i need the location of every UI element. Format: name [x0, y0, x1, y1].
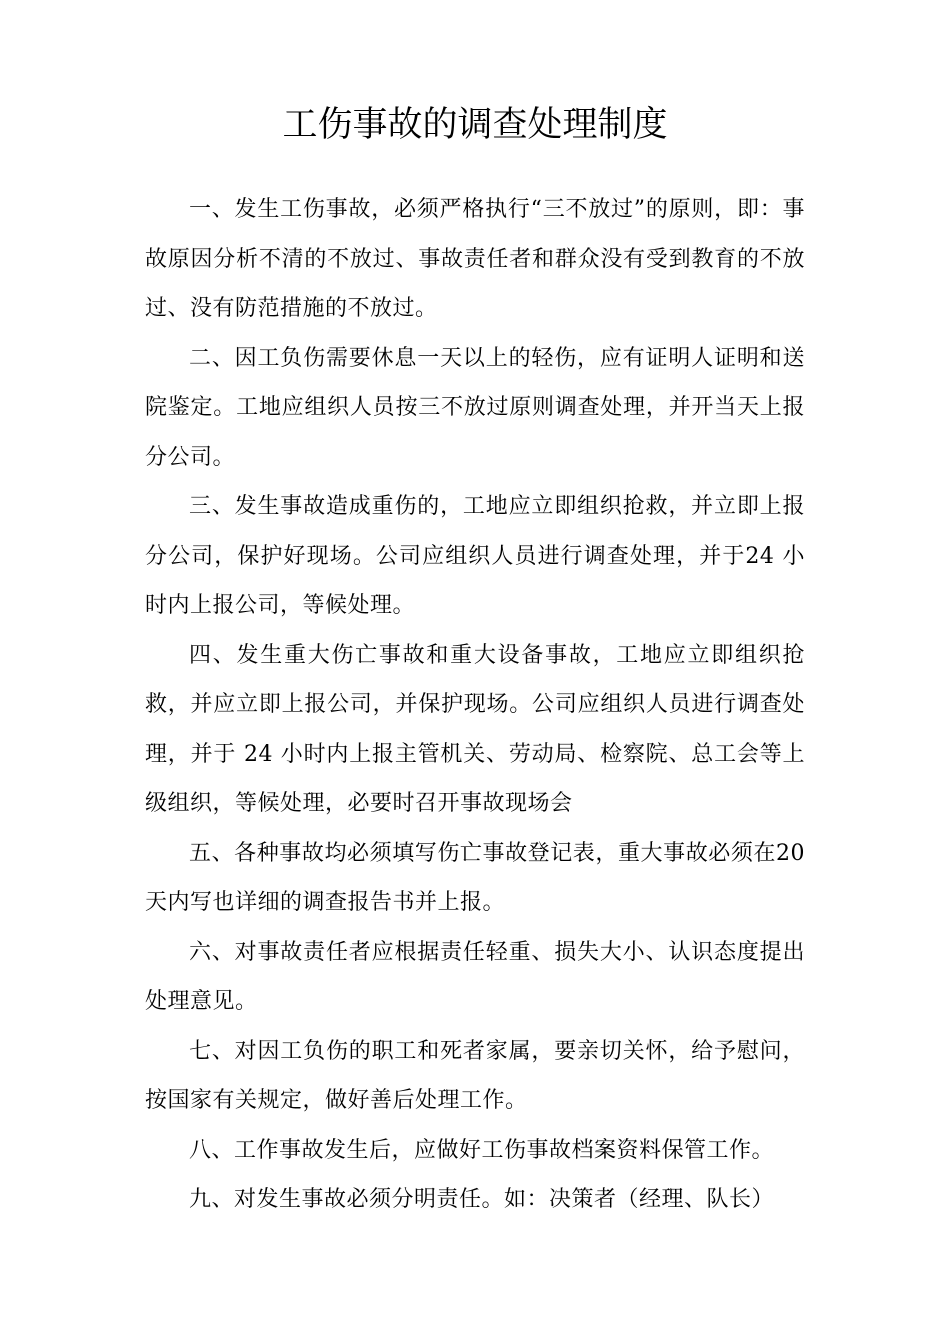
paragraph-3: 三、发生事故造成重伤的，工地应立即组织抢救，并立即上报分公司，保护好现场。公司应组织人员进行调查处理，并于24 小时内上报公司，等候处理。 — [145, 494, 805, 618]
paragraph-5: 五、各种事故均必须填写伤亡事故登记表，重大事故必须在20天内写也详细的调查报告书并上报。 — [145, 840, 805, 915]
paragraph-6: 六、对事故责任者应根据责任轻重、损失大小、认识态度提出处理意见。 — [145, 939, 805, 1014]
paragraph-8: 八、工作事故发生后，应做好工伤事故档案资料保管工作。 — [189, 1137, 775, 1163]
paragraph-9: 九、对发生事故必须分明责任。如：决策者（经理、队长） — [189, 1187, 775, 1212]
paragraph-4: 四、发生重大伤亡事故和重大设备事故，工地应立即组织抢救，并应立即上报公司，并保护现场。公司应组织人员进行调查处理，并于 24 小时内上报主管机关、劳动局、检察院、总工会等上级组织，等候处理，必要时召开事故现场会 — [145, 642, 805, 816]
document-body — [145, 185, 805, 1225]
paragraph-1: 一、发生工伤事故，必须严格执行“三不放过”的原则，即：事故原因分析不清的不放过、事故责任者和群众没有受到教育的不放过、没有防范措施的不放过。 — [145, 197, 805, 321]
paragraph-7: 七、对因工负伤的职工和死者家属，要亲切关怀，给予慰问，按国家有关规定，做好善后处理工作。 — [145, 1038, 805, 1113]
paragraph-2: 二、因工负伤需要休息一天以上的轻伤，应有证明人证明和送院鉴定。工地应组织人员按三不放过原则调查处理，并开当天上报分公司。 — [145, 345, 805, 470]
document-title: 工伤事故的调查处理制度 — [282, 105, 668, 145]
